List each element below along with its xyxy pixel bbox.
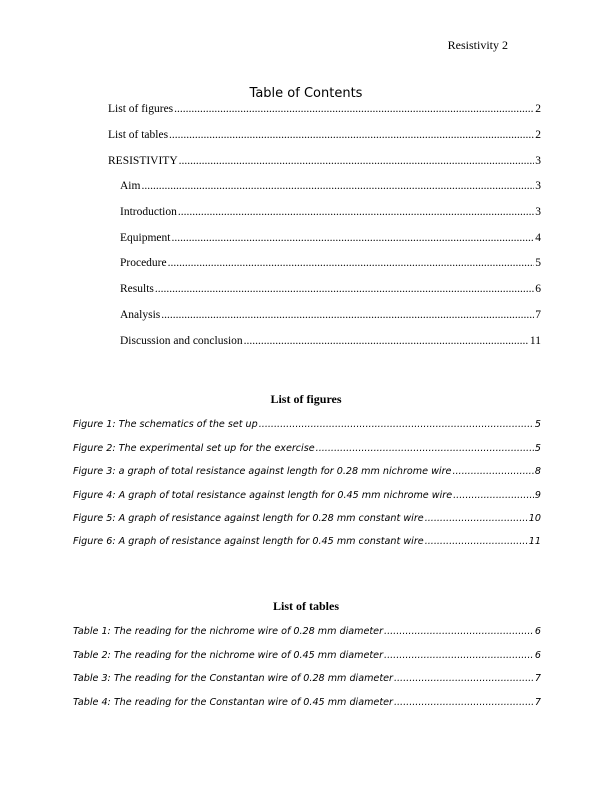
- leader-dots: [161, 309, 534, 321]
- leader-dots: [425, 513, 528, 524]
- figure-entry-label: Figure 4: A graph of total resistance against length for 0.45 mm nichrome wire: [73, 490, 453, 501]
- table-entry-page: 6: [534, 626, 541, 637]
- leader-dots: [316, 443, 534, 454]
- toc-entry-equipment[interactable]: [120, 232, 541, 244]
- toc-entry-procedure[interactable]: [120, 257, 541, 269]
- leader-dots: [244, 335, 529, 347]
- table-entry-label: Table 4: The reading for the Constantan wire of 0.45 mm diameter: [73, 697, 393, 708]
- table-entry[interactable]: [73, 650, 541, 661]
- figure-entry[interactable]: [73, 490, 541, 501]
- table-entry-page: 7: [534, 673, 541, 684]
- toc-entry-label: Introduction: [120, 206, 177, 218]
- leader-dots: [155, 283, 534, 295]
- leader-dots: [394, 673, 534, 684]
- leader-dots: [171, 232, 534, 244]
- toc-entry-analysis[interactable]: [120, 309, 541, 321]
- toc-entry-label: Equipment: [120, 232, 171, 244]
- toc-entry-list-of-tables[interactable]: [108, 129, 541, 141]
- figure-entry-label: Figure 2: The experimental set up for the exercise: [73, 443, 315, 454]
- toc-entry-results[interactable]: [120, 283, 541, 295]
- figure-entry-page: 9: [534, 490, 541, 501]
- running-head: Resistivity 2: [447, 38, 508, 52]
- toc-entry-label: Results: [120, 283, 154, 295]
- toc-entry-page: 2: [535, 129, 541, 141]
- figure-entry-label: Figure 3: a graph of total resistance against length for 0.28 mm nichrome wire: [73, 466, 452, 477]
- toc-entry-page: 3: [535, 155, 541, 167]
- table-entry[interactable]: [73, 673, 541, 684]
- leader-dots: [179, 155, 535, 167]
- figure-entry-page: 11: [528, 536, 541, 547]
- table-entry-label: Table 2: The reading for the nichrome wire of 0.45 mm diameter: [73, 650, 384, 661]
- figure-entry[interactable]: [73, 419, 541, 430]
- leader-dots: [174, 103, 534, 115]
- toc-entry-discussion-and-conclusion[interactable]: [120, 335, 541, 347]
- toc-entry-page: 5: [535, 257, 541, 269]
- toc-entry-aim[interactable]: [120, 180, 541, 192]
- leader-dots: [452, 466, 533, 477]
- toc-entry-page: 3: [535, 180, 541, 192]
- toc-entry-page: 3: [535, 206, 541, 218]
- toc-entry-label: Analysis: [120, 309, 161, 321]
- toc-entry-page: 7: [535, 309, 541, 321]
- toc-entry-resistivity[interactable]: [108, 155, 541, 167]
- figure-entry[interactable]: [73, 536, 541, 547]
- table-entry-label: Table 3: The reading for the Constantan wire of 0.28 mm diameter: [73, 673, 393, 684]
- leader-dots: [453, 490, 534, 501]
- toc-entry-page: 6: [535, 283, 541, 295]
- figure-entry-label: Figure 1: The schematics of the set up: [73, 419, 258, 430]
- leader-dots: [384, 650, 534, 661]
- leader-dots: [168, 257, 535, 269]
- figure-entry-label: Figure 6: A graph of resistance against length for 0.45 mm constant wire: [73, 536, 424, 547]
- table-entry-page: 7: [534, 697, 541, 708]
- toc-entry-label: Procedure: [120, 257, 167, 269]
- figure-entry-label: Figure 5: A graph of resistance against length for 0.28 mm constant wire: [73, 513, 424, 524]
- toc-entry-label: Discussion and conclusion: [120, 335, 243, 347]
- toc-entry-label: Aim: [120, 180, 141, 192]
- toc-title: Table of Contents: [249, 86, 363, 101]
- leader-dots: [141, 180, 534, 192]
- toc-entry-page: 4: [535, 232, 541, 244]
- toc-entry-introduction[interactable]: [120, 206, 541, 218]
- figure-entry-page: 8: [534, 466, 541, 477]
- figure-entry[interactable]: [73, 466, 541, 477]
- figure-entry[interactable]: [73, 443, 541, 454]
- leader-dots: [394, 697, 534, 708]
- figure-entry-page: 5: [534, 443, 541, 454]
- table-entry-page: 6: [534, 650, 541, 661]
- leader-dots: [178, 206, 534, 218]
- list-of-tables-heading: List of tables: [273, 599, 339, 613]
- toc-entry-page: 11: [529, 335, 541, 347]
- toc-entry-label: List of figures: [108, 103, 174, 115]
- table-entry[interactable]: [73, 626, 541, 637]
- toc-entry-page: 2: [535, 103, 541, 115]
- leader-dots: [384, 626, 534, 637]
- leader-dots: [169, 129, 534, 141]
- table-entry-label: Table 1: The reading for the nichrome wire of 0.28 mm diameter: [73, 626, 384, 637]
- list-of-figures-heading: List of figures: [270, 392, 342, 406]
- table-entry[interactable]: [73, 697, 541, 708]
- toc-entry-list-of-figures[interactable]: [108, 103, 541, 115]
- leader-dots: [425, 536, 528, 547]
- toc-entry-label: List of tables: [108, 129, 169, 141]
- toc-entry-label: RESISTIVITY: [108, 155, 178, 167]
- figure-entry-page: 10: [528, 513, 541, 524]
- figure-entry-page: 5: [534, 419, 541, 430]
- leader-dots: [259, 419, 534, 430]
- figure-entry[interactable]: [73, 513, 541, 524]
